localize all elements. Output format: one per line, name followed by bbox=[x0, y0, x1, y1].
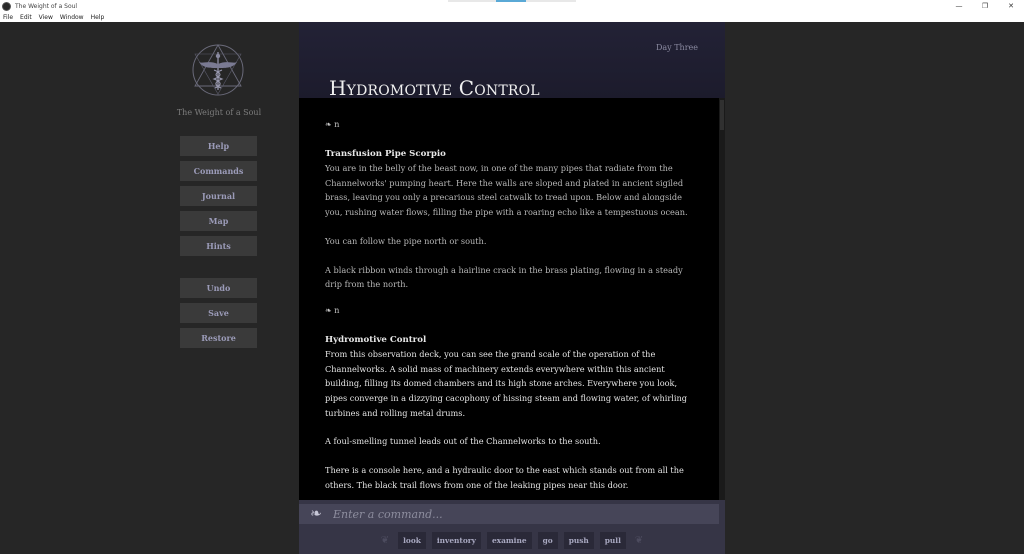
room-description: From this observation deck, you can see the grand scale of the operation of the Channelworks. A solid mass of machinery extends everywhere within this ancient building, filling its domed chambers and its high stone arches. Everywhere you look, pipes converge in a dizzying cacophony of hissing steam and flowing water, of whirling turbines and rolling metal drums. bbox=[325, 348, 688, 418]
menu-file[interactable]: File bbox=[3, 13, 14, 21]
command-input[interactable] bbox=[333, 505, 719, 523]
inventory-button[interactable]: inventory bbox=[432, 532, 481, 549]
map-button[interactable]: Map bbox=[180, 211, 257, 231]
flourish-icon: ❦ bbox=[634, 534, 644, 546]
day-label: Day Three bbox=[655, 43, 698, 52]
command-echo: ❧ n bbox=[325, 120, 340, 129]
location-header bbox=[299, 22, 725, 98]
exits-text: You can follow the pipe north or south. bbox=[325, 235, 487, 246]
menu-edit[interactable]: Edit bbox=[20, 13, 32, 21]
command-area bbox=[299, 500, 725, 554]
journal-button[interactable]: Journal bbox=[180, 186, 257, 206]
push-button[interactable]: push bbox=[564, 532, 594, 549]
save-button[interactable]: Save bbox=[180, 303, 257, 323]
object-text: A black ribbon winds through a hairline crack in the brass plating, flowing in a steady drip from the north. bbox=[325, 264, 683, 290]
object-text: There is a console here, and a hydraulic door to the east which stands out from all the others. The black trail flows from one of the leaking pipes near this door. bbox=[325, 465, 684, 490]
main-panel bbox=[299, 22, 725, 554]
game-title: The Weight of a Soul bbox=[176, 108, 262, 117]
tab-indicator bbox=[448, 0, 576, 2]
hints-button[interactable]: Hints bbox=[180, 236, 257, 256]
undo-button[interactable]: Undo bbox=[180, 278, 257, 298]
menu-view[interactable]: View bbox=[38, 13, 53, 21]
command-input-wrap bbox=[299, 504, 719, 524]
commands-button[interactable]: Commands bbox=[180, 161, 257, 181]
room-description: You are in the belly of the beast now, in one of the many pipes that radiate from the Channelworks' pumping heart. Here the walls are sloped and plated in ancient sigiled brass, leaving you only a precarious steel catwalk to tread upon. Below and alongside you, rushing water flows, filling the pipe with a roaring echo like a tempestuous ocean. bbox=[325, 163, 688, 218]
sidebar bbox=[175, 22, 263, 554]
minimize-button[interactable]: — bbox=[955, 2, 963, 10]
flourish-icon: ❦ bbox=[380, 534, 390, 546]
scrollbar-thumb[interactable] bbox=[720, 100, 724, 130]
window-title: The Weight of a Soul bbox=[15, 2, 78, 10]
command-echo: ❧ n bbox=[325, 305, 340, 315]
title-bar bbox=[0, 0, 1024, 12]
close-button[interactable]: ✕ bbox=[1008, 2, 1014, 10]
room-name: Hydromotive Control bbox=[325, 334, 427, 345]
prompt-icon: ❧ bbox=[310, 506, 322, 522]
location-title: Hydromotive Control bbox=[329, 76, 540, 100]
help-button[interactable]: Help bbox=[180, 136, 257, 156]
transcript[interactable] bbox=[299, 98, 719, 500]
winged-caduceus-triangle-icon bbox=[191, 42, 245, 98]
menu-help[interactable]: Help bbox=[90, 13, 105, 21]
go-button[interactable]: go bbox=[538, 532, 558, 549]
app-icon bbox=[2, 2, 11, 11]
menu-window[interactable]: Window bbox=[59, 13, 84, 21]
quick-commands bbox=[299, 531, 725, 549]
menu-bar bbox=[0, 12, 1024, 22]
pull-button[interactable]: pull bbox=[600, 532, 626, 549]
room-name: Transfusion Pipe Scorpio bbox=[325, 149, 446, 159]
window-controls bbox=[946, 0, 1024, 12]
maximize-button[interactable]: ❐ bbox=[981, 2, 989, 10]
restore-button[interactable]: Restore bbox=[180, 328, 257, 348]
exits-text: A foul-smelling tunnel leads out of the Channelworks to the south. bbox=[325, 436, 601, 447]
tab-indicator-active bbox=[496, 0, 526, 2]
look-button[interactable]: look bbox=[398, 532, 426, 549]
transcript-scrollbar[interactable] bbox=[719, 98, 725, 500]
examine-button[interactable]: examine bbox=[487, 532, 532, 549]
